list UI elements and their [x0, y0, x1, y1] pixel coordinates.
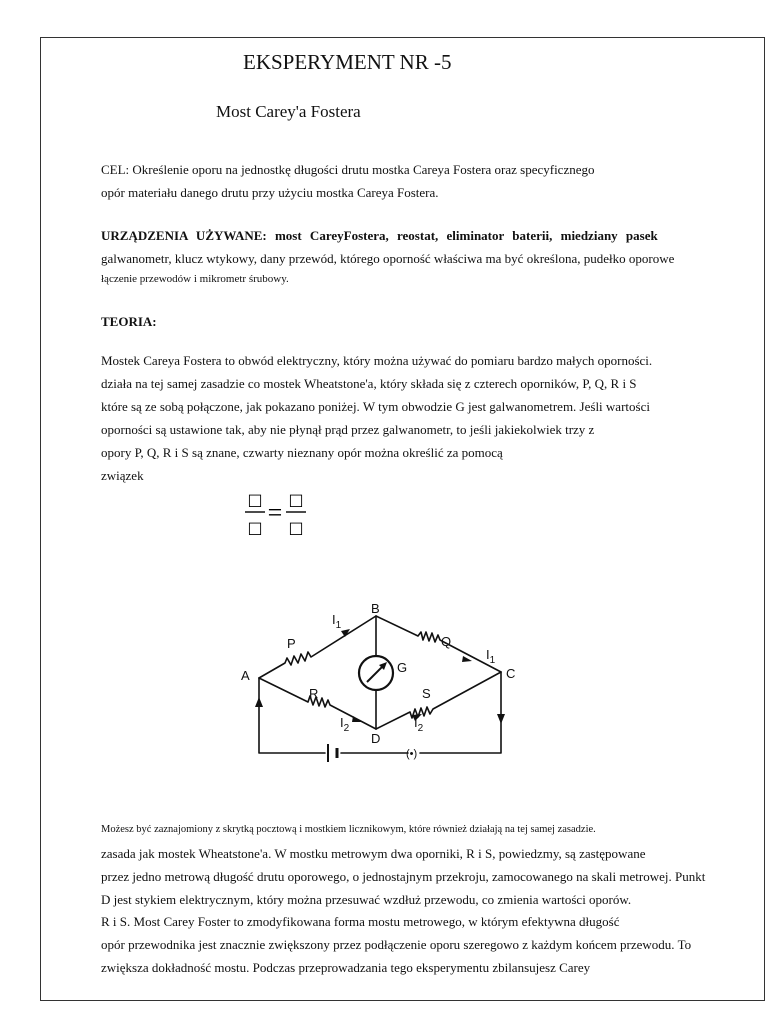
- resistor-label-p: P: [287, 636, 296, 651]
- wire-bc-resistor-q: [376, 616, 501, 672]
- current-label-i1-right: $I_1$: [486, 647, 496, 666]
- current-label-i2-left: $I_2$: [340, 715, 350, 734]
- formula-numerator-right: □: [288, 490, 304, 509]
- page-title: EKSPERYMENT NR -5: [243, 50, 452, 74]
- body-line: D jest stykiem elektrycznym, który można przesuwać wzdłuż przewodu, co zmienia wartości oporów.: [101, 892, 632, 907]
- node-label-a: A: [241, 668, 250, 683]
- galvanometer-label: G: [397, 660, 408, 675]
- theory-line: działa na tej samej zasadzie co mostek Wheatstone'a, który składa się z czterech oporników, P, Q, R i S: [101, 376, 637, 391]
- aim-line-2: opór materiału danego drutu przy użyciu mostka Careya Fostera.: [101, 185, 439, 200]
- formula-numerator-left: □: [247, 490, 263, 509]
- current-label-i1-left: $I_1$: [332, 612, 342, 631]
- theory-heading: TEORIA:: [101, 314, 157, 329]
- body-line: R i S. Most Carey Foster to zmodyfikowana forma mostu metrowego, w którym efektywna długość: [101, 914, 620, 929]
- node-label-b: B: [371, 601, 380, 616]
- body-line: zasada jak mostek Wheatstone'a. W mostku metrowym dwa oporniki, R i S, powiedzmy, są zastępowane: [101, 846, 646, 861]
- equals-sign: =: [267, 498, 283, 527]
- current-label-i2-right: $I_2$: [414, 715, 424, 734]
- theory-line: oporności są ustawione tak, aby nie płynął prąd przez galwanometr, to jeśli jakiekolwiek trzy z: [101, 422, 595, 437]
- wire-c-supply: [420, 672, 501, 753]
- ratio-formula: [243, 487, 307, 539]
- apparatus-line-2: galwanometr, klucz wtykowy, dany przewód, którego oporność właściwa ma być określona, pudełko oporowe: [101, 251, 675, 266]
- theory-line: Mostek Careya Fostera to obwód elektryczny, który można używać do pomiaru bardzo małych oporności.: [101, 353, 653, 368]
- node-label-c: C: [506, 666, 516, 681]
- page-subtitle: Most Carey'a Fostera: [216, 102, 361, 121]
- theory-line: które są ze sobą połączone, jak pokazano poniżej. W tym obwodzie G jest galwanometrem. Jeśli wartości: [101, 399, 650, 414]
- current-arrow-down-icon: [497, 714, 505, 724]
- resistor-label-q: Q: [441, 634, 452, 649]
- apparatus-line-3: łączenie przewodów i mikrometr śrubowy.: [101, 273, 289, 285]
- current-arrow-up-icon: [255, 697, 263, 707]
- node-label-d: D: [371, 731, 381, 746]
- body-small-line: Możesz być zaznajomiony z skrytką pocztową i mostkiem licznikowym, które również działają na tej samej zasadzie.: [101, 824, 596, 835]
- body-line: zwiększa dokładność mostu. Podczas przeprowadzania tego eksperymentu zbilansujesz Carey: [101, 960, 591, 975]
- current-arrow-i2-left-icon: [352, 716, 362, 722]
- bridge-circuit-diagram: [100, 601, 625, 769]
- aim-line-1: CEL: Określenie oporu na jednostkę długości drutu mostka Careya Fostera oraz specyficznego: [101, 162, 595, 177]
- apparatus-heading: URZĄDZENIA UŻYWANE: most CareyFostera, reostat, eliminator baterii, miedziany pasek: [101, 228, 658, 243]
- resistor-label-s: S: [422, 686, 431, 701]
- body-line: przez jedno metrową długość drutu oporowego, o jednostajnym przekroju, zamocowanego na skali metrowej. Punkt: [101, 869, 706, 884]
- theory-line: związek: [101, 468, 144, 483]
- wire-dc-resistor-s: [376, 672, 501, 729]
- theory-line: opory P, Q, R i S są znane, czwarty nieznany opór można określić za pomocą: [101, 445, 503, 460]
- formula-denominator-left: □: [247, 518, 263, 537]
- body-line: opór przewodnika jest znacznie zwiększony przez podłączenie oporu szeregowo z każdym końcem przewodu. To: [101, 937, 692, 952]
- formula-denominator-right: □: [288, 518, 304, 537]
- resistor-label-r: R: [309, 686, 319, 701]
- plug-key-symbol: (•): [406, 748, 418, 760]
